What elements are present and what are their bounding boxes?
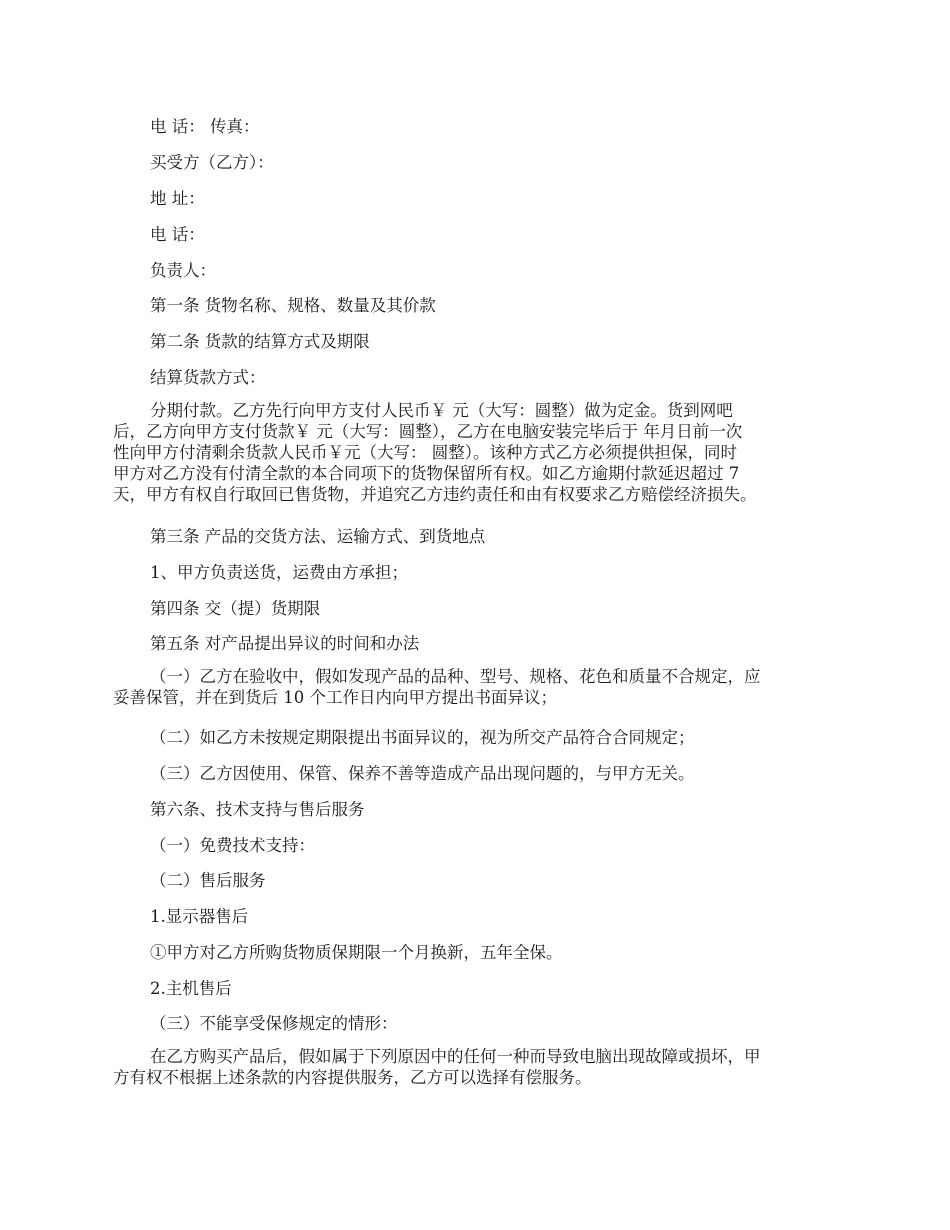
phone-line: 电 话： [150, 225, 205, 244]
free-support-line: （一）免费技术支持： [150, 836, 315, 855]
article-1-heading: 第一条 货物名称、规格、数量及其价款 [150, 296, 436, 315]
article-5-heading: 第五条 对产品提出异议的时间和办法 [150, 634, 420, 653]
paragraph-line: （一）乙方在验收中，假如发现产品的品种、型号、规格、花色和质量不合规定，应 [150, 667, 761, 686]
monitor-after-sales-line: 1.显示器售后 [150, 907, 249, 926]
article-3-heading: 第三条 产品的交货方法、运输方式、到货地点 [150, 527, 486, 546]
buyer-line: 买受方（乙方）： [150, 153, 274, 172]
no-warranty-heading: （三）不能享受保修规定的情形： [150, 1014, 398, 1033]
address-line: 地 址： [150, 189, 205, 208]
settlement-method-line: 结算货款方式： [150, 368, 266, 387]
article-6-heading: 第六条、技术支持与售后服务 [150, 800, 365, 819]
delivery-line: 1、甲方负责送货，运费由方承担； [150, 563, 408, 582]
paragraph-line: 性向甲方付清剩余货款人民币￥元（大写： 圆整）。该种方式乙方必须提供担保，同时 [113, 443, 737, 462]
warranty-line: ①甲方对乙方所购货物质保期限一个月换新，五年全保。 [150, 943, 563, 962]
paragraph-line: 后，乙方向甲方支付货款￥ 元（大写：圆整），乙方在电脑安装完毕后于 年月日前一次 [113, 422, 743, 441]
paragraph-line: 妥善保管，并在到货后 10 个工作日内向甲方提出书面异议； [113, 688, 557, 707]
paragraph-line: 天，甲方有权自行取回已售货物，并追究乙方违约责任和由有权要求乙方赔偿经济损失。 [113, 485, 757, 504]
paragraph-line: 分期付款。乙方先行向甲方支付人民币￥ 元（大写：圆整）做为定金。货到网吧 [150, 401, 733, 420]
article-4-heading: 第四条 交（提）货期限 [150, 599, 321, 618]
exclusion-paragraph [113, 1046, 839, 1088]
article-2-heading: 第二条 货款的结算方式及期限 [150, 332, 370, 351]
paragraph-line: 在乙方购买产品后，假如属于下列原因中的任何一种而导致电脑出现故障或损坏，甲 [150, 1047, 761, 1066]
objection-clause-3: （三）乙方因使用、保管、保养不善等造成产品出现问题的，与甲方无关。 [150, 764, 695, 783]
host-after-sales-line: 2.主机售后 [150, 979, 232, 998]
phone-fax-line: 电 话： 传真： [150, 117, 260, 136]
paragraph-line: 甲方对乙方没有付清全款的本合同项下的货物保留所有权。如乙方逾期付款延迟超过 7 [113, 464, 740, 483]
paragraph-line: 方有权不根据上述条款的内容提供服务，乙方可以选择有偿服务。 [113, 1068, 592, 1087]
after-sales-line: （二）售后服务 [150, 871, 266, 890]
person-in-charge-line: 负责人： [150, 261, 216, 280]
installment-paragraph [113, 400, 839, 505]
inspection-paragraph [113, 666, 839, 708]
objection-clause-2: （二）如乙方未按规定期限提出书面异议的，视为所交产品符合合同规定； [150, 728, 695, 747]
